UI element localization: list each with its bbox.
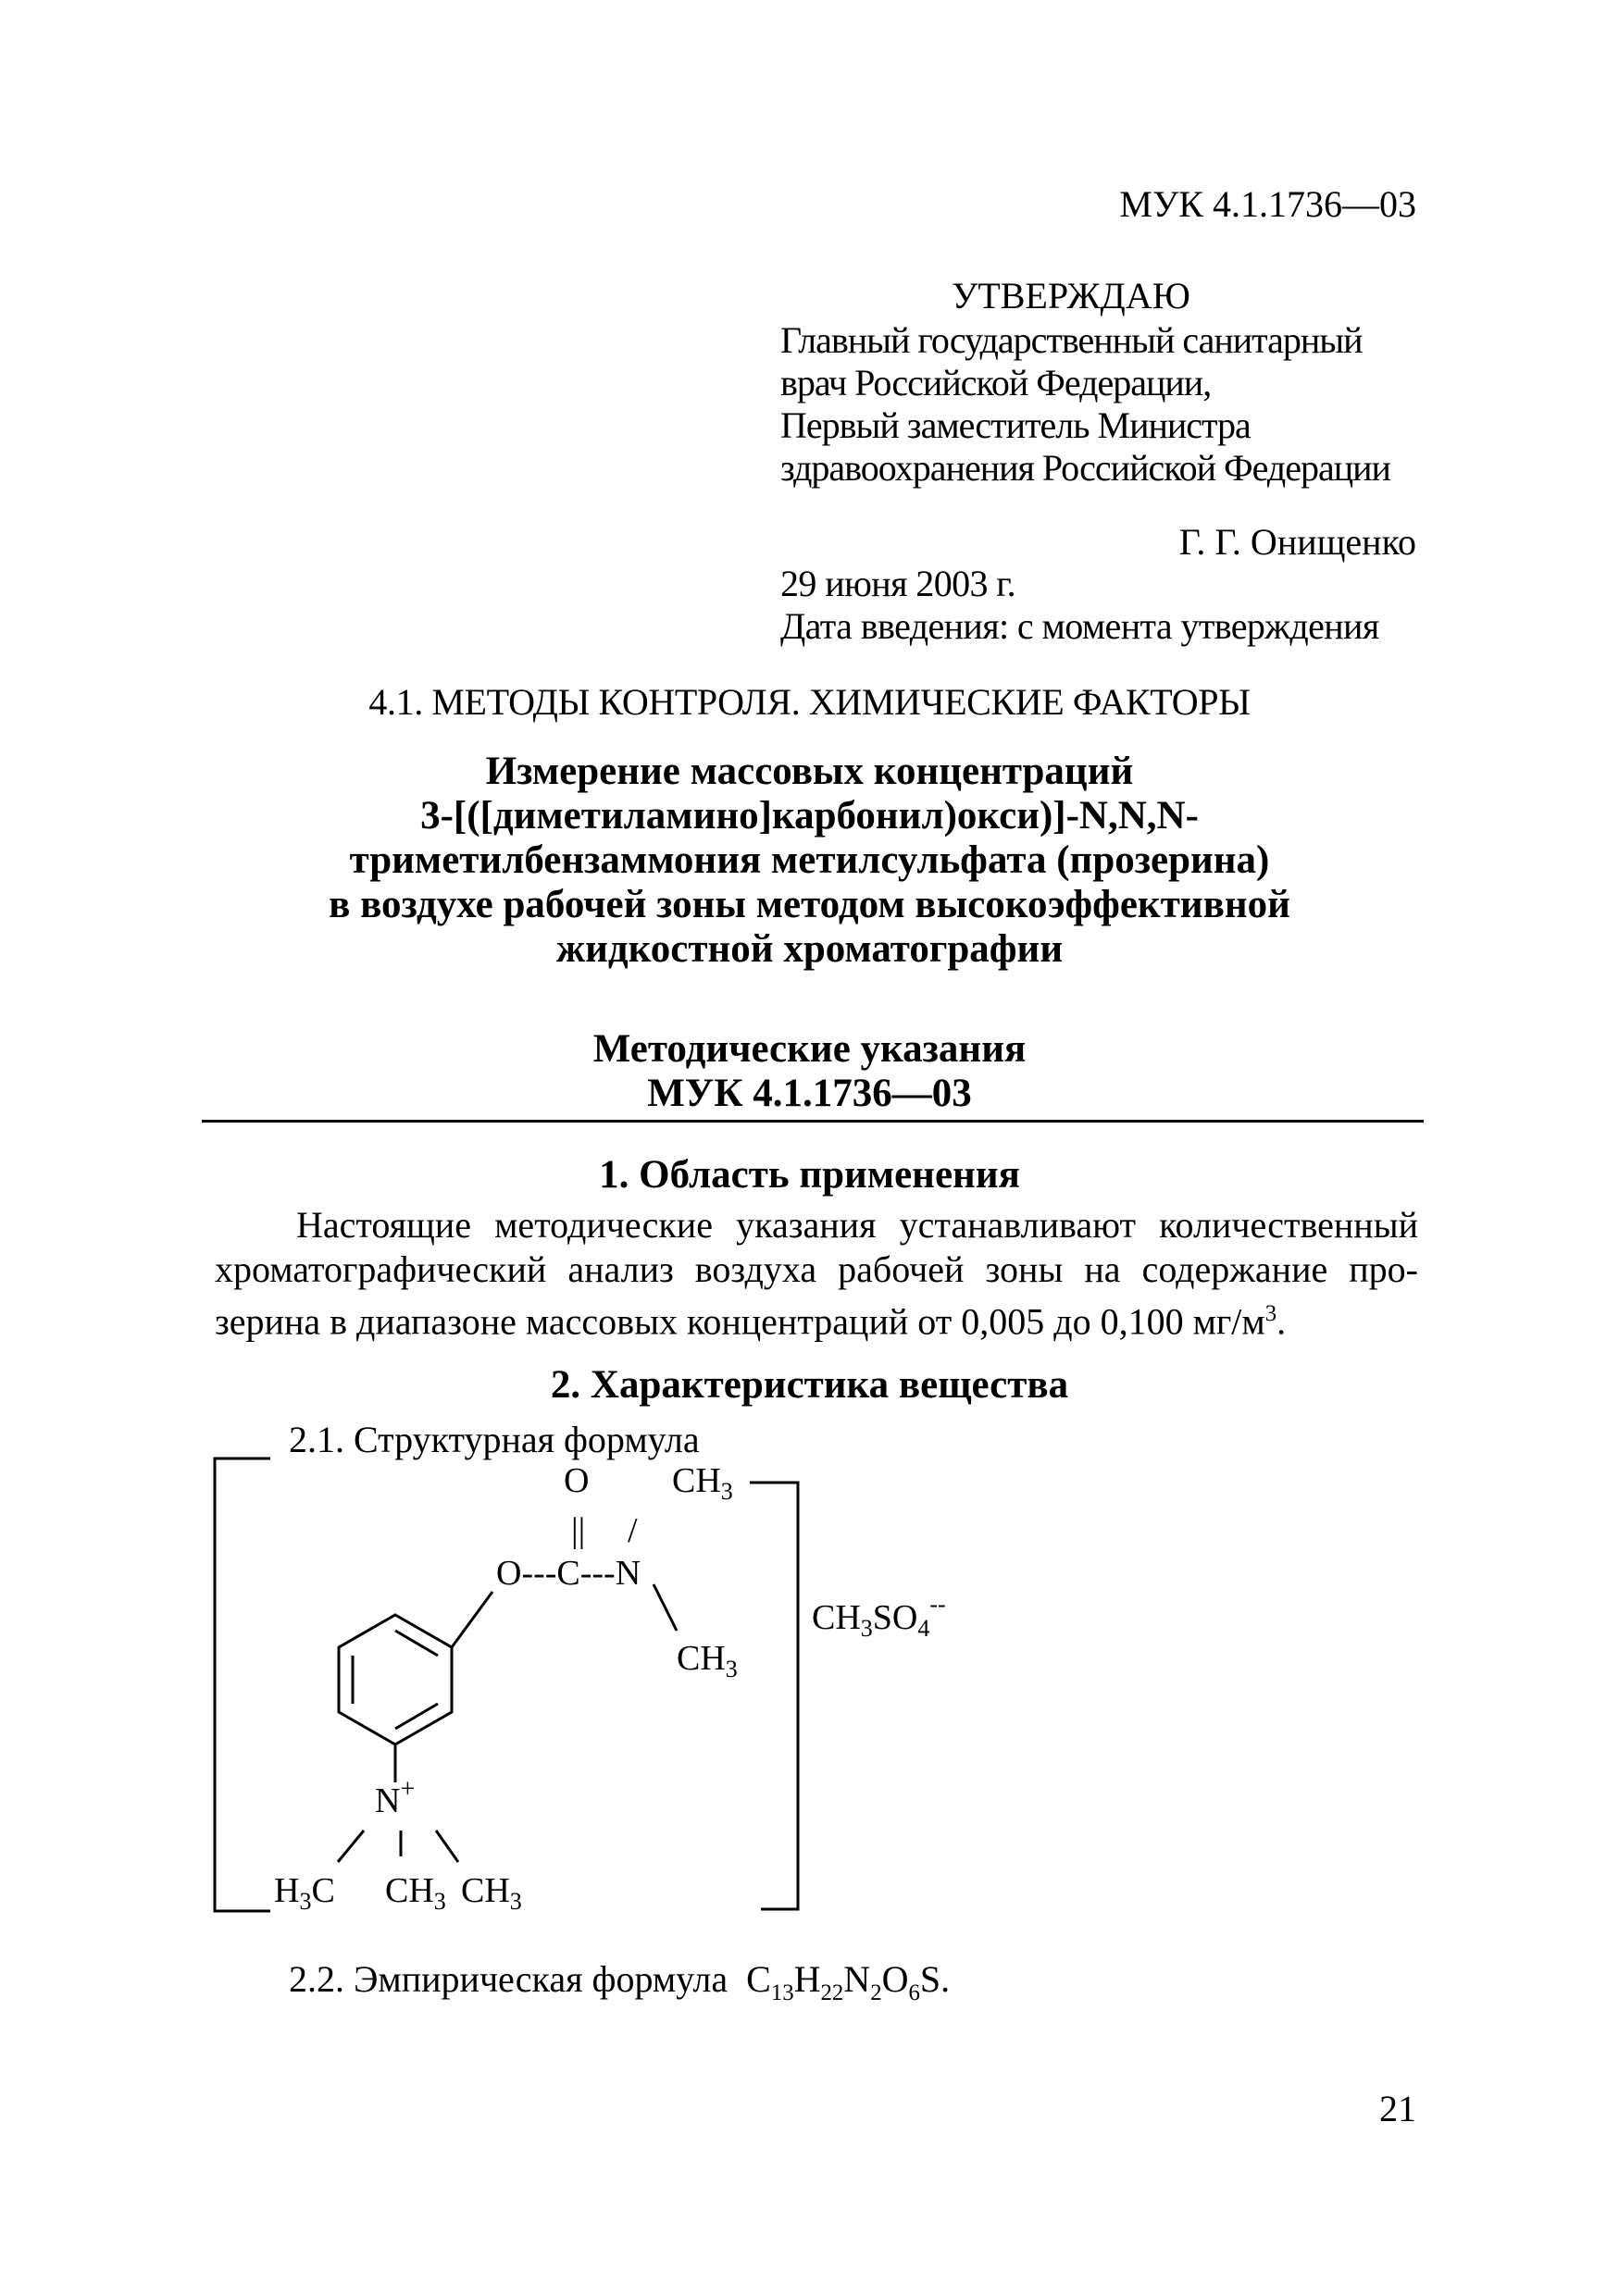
methyl-ch3-2: $CH_3$ bbox=[461, 1871, 522, 1915]
approval-heading: УТВЕРЖДАЮ bbox=[952, 275, 1190, 316]
title-line: триметилбензаммония метилсульфата (прозерина) bbox=[349, 838, 1270, 882]
empirical-formula-value: $C_{13}H_{22}N_2O_6S$. bbox=[746, 1958, 951, 2005]
subtitle-line: Методические указания bbox=[592, 1027, 1027, 1071]
methyl-h3c: $H_3C$ bbox=[274, 1871, 335, 1915]
empirical-label: 2.2. Эмпирическая формула bbox=[289, 1958, 729, 2000]
nplus-methyl-bond bbox=[436, 1831, 458, 1862]
empirical-formula bbox=[289, 1957, 950, 2006]
right-bracket bbox=[750, 1483, 798, 1909]
paragraph-line: хроматографический анализ воздуха рабочей зоны на содержание про- bbox=[215, 1248, 1418, 1290]
ring-to-oxygen-bond bbox=[452, 1592, 492, 1647]
section-heading: 4.1. МЕТОДЫ КОНТРОЛЯ. ХИМИЧЕСКИЕ ФАКТОРЫ bbox=[368, 681, 1251, 723]
approval-line: Первый заместитель Министра bbox=[780, 404, 1251, 446]
approval-line: Главный государственный санитарный bbox=[780, 319, 1363, 361]
counter-ion: $CH_3SO_4^{--}$ bbox=[812, 1591, 946, 1642]
formula-labels bbox=[274, 1461, 946, 1915]
double-bond: || bbox=[571, 1511, 586, 1550]
paragraph-end: . bbox=[1277, 1300, 1287, 1343]
title-line: Измерение массовых концентраций bbox=[485, 750, 1134, 793]
carbonyl-oxygen: O bbox=[564, 1461, 590, 1500]
paragraph-text: зерина в диапазоне массовых концентраций от 0,005 до 0,100 мг/м bbox=[215, 1300, 1265, 1343]
slash-bond: / bbox=[628, 1511, 638, 1550]
methyl-top: $CH_3$ bbox=[672, 1461, 733, 1505]
approval-date: 29 июня 2003 г. bbox=[780, 563, 1015, 604]
paragraph-line: Настоящие методические указания устанавливают количественный bbox=[296, 1204, 1418, 1246]
formula-lines bbox=[215, 1458, 798, 1911]
methyl-bottom: $CH_3$ bbox=[677, 1639, 738, 1682]
approval-line: врач Российской Федерации, bbox=[780, 362, 1212, 403]
nplus-methyl-bond bbox=[338, 1831, 364, 1862]
document-code: МУК 4.1.1736—03 bbox=[1119, 183, 1416, 225]
signer-name: Г. Г. Онищенко bbox=[1178, 521, 1416, 563]
benzene-ring bbox=[339, 1615, 452, 1744]
methyl-ch3-1: $CH_3$ bbox=[385, 1871, 446, 1915]
carbamate-chain: O---C---N bbox=[496, 1554, 641, 1593]
title-line: в воздухе рабочей зоны методом высокоэффективной bbox=[329, 883, 1290, 926]
title-line: 3-[([диметиламино]карбонил)окси)]-N,N,N- bbox=[420, 794, 1199, 838]
subtitle-code: МУК 4.1.1736—03 bbox=[647, 1072, 972, 1115]
nitrogen-methyl-bond bbox=[654, 1584, 677, 1631]
page-number: 21 bbox=[1379, 2088, 1416, 2129]
section-1-heading: 1. Область применения bbox=[599, 1153, 1020, 1197]
unit-power: 3 bbox=[1264, 1301, 1277, 1326]
approval-line: здравоохранения Российской Федерации bbox=[780, 447, 1390, 489]
left-bracket bbox=[215, 1458, 270, 1911]
section-2-heading: 2. Характеристика вещества bbox=[550, 1363, 1069, 1407]
quaternary-nitrogen: N+ bbox=[375, 1775, 416, 1820]
title-line: жидкостной хроматографии bbox=[555, 927, 1064, 971]
structural-formula-label: 2.1. Структурная формула bbox=[289, 1419, 700, 1460]
effective-date: Дата введения: с момента утверждения bbox=[780, 605, 1379, 647]
